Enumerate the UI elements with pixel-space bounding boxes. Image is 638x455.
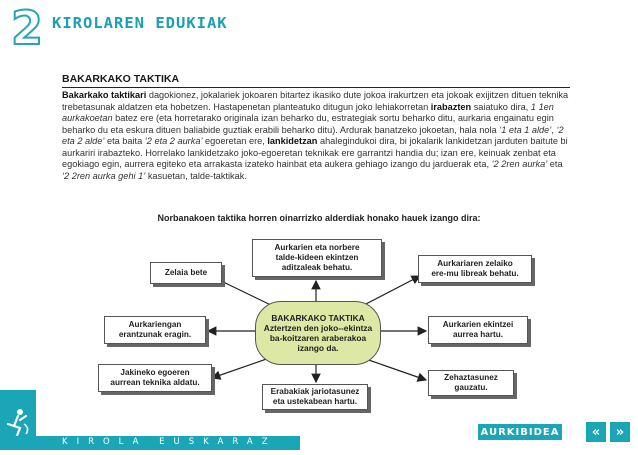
paragraph-segment: ‘2 2ren aurka’	[491, 159, 548, 170]
node-top-right: Aurkariaren zelaiko ere-mu libreak behatu.	[418, 255, 532, 283]
paragraph-segment: ‘2 2ren aurka gehi 1’	[62, 170, 146, 181]
paragraph-segment: ‘1 eta 1 alde’	[499, 124, 552, 135]
paragraph-segment: Bakarkako taktikari	[62, 90, 147, 100]
section-title: BAKARKAKO TAKTIKA	[62, 73, 180, 85]
paragraph-segment: saiatuko dira,	[471, 101, 531, 112]
chapter-number: 2	[10, 1, 43, 55]
paragraph-segment: dagokionez, jokalariek jokoaren bitartez ikasiko dute jokoa irakurtzen eta jokoak exijitzen dituen teknika trebetasunak aldatzen eta hobetzen. Hastapenetan planteatuko ditugun joko lehiakorretan	[62, 90, 569, 112]
arrow-bottom-right	[360, 357, 426, 380]
node-mid-right: Aurkarien ekintzei aurrea hartu.	[428, 316, 528, 344]
chapter-title: KIROLAREN EDUKIAK	[52, 14, 228, 32]
paragraph-segment: kasuetan, talde-taktikak.	[145, 170, 247, 181]
node-bottom-right: Zehaztasunez gauzatu.	[428, 370, 514, 396]
paragraph-segment: irabazten	[430, 101, 472, 112]
paragraph-segment: eta baita	[104, 136, 145, 147]
prev-page-button[interactable]: «	[586, 422, 606, 442]
paragraph-segment: batez ere (eta horretarako originala izan beharko du, estrategiak sortu beharko ditu, aurkaria engainatu egin beharko du eta eskura dituen baliabide guztiak erabili beharko ditu). Ardurak banatzeko jokoetan, hala nola	[62, 113, 554, 135]
next-page-button[interactable]: »	[610, 422, 630, 442]
paragraph-segment: eta	[547, 159, 563, 170]
paragraph-segment: 1 1en aurkakoetan	[62, 101, 554, 124]
node-mid-left: Aurkariengan erantzunak eragin.	[104, 316, 206, 344]
diagram-center: BAKARKAKO TAKTIKA Aztertzen den joko--ekintza ba-koitzaren araberakoa izango da.	[255, 301, 381, 365]
diagram-intro: Norbanakoen taktika horren oinarrizko alderdiak honako hauek izango dira:	[157, 213, 481, 223]
paragraph-segment: ‘2 eta 2 aurka’	[144, 136, 203, 147]
paragraph-segment: ‘2 eta 2 alde’	[62, 124, 564, 147]
index-button[interactable]: AURKIBIDEA	[478, 424, 562, 440]
paragraph-segment: egoeretan ere,	[202, 136, 268, 147]
paragraph-segment: lankidetzan	[267, 136, 318, 147]
node-top-left: Zelaia bete	[150, 262, 222, 284]
node-bottom-left: Jakineko egoeren aurrean teknika aldatu.	[98, 364, 212, 392]
node-top: Aurkarien eta norbere talde-kideen ekintzen aditzaleak behatu.	[252, 239, 382, 277]
paragraph-segment: ahalegindukoi dira, bi jokalarik lankidetzan jarduten baitute bi aurkariri irabazteko. Horrelako lankidetzako joko-egoeretan teknikak ere garrantzi handia du; izan ere, keinuak zenbat eta egokiago egin, aurrera egiteko eta arrakasta izateko hainbat eta aukera gehiago izango du jarduerak eta,	[62, 136, 568, 170]
arrow-top-right	[362, 276, 420, 306]
footer-brand: KIROLA EUSKARAZ	[62, 437, 277, 447]
node-bottom: Erabakiak jariotasunez eta ustekabean hartu.	[262, 384, 368, 410]
paragraph-segment: ,	[551, 124, 557, 135]
